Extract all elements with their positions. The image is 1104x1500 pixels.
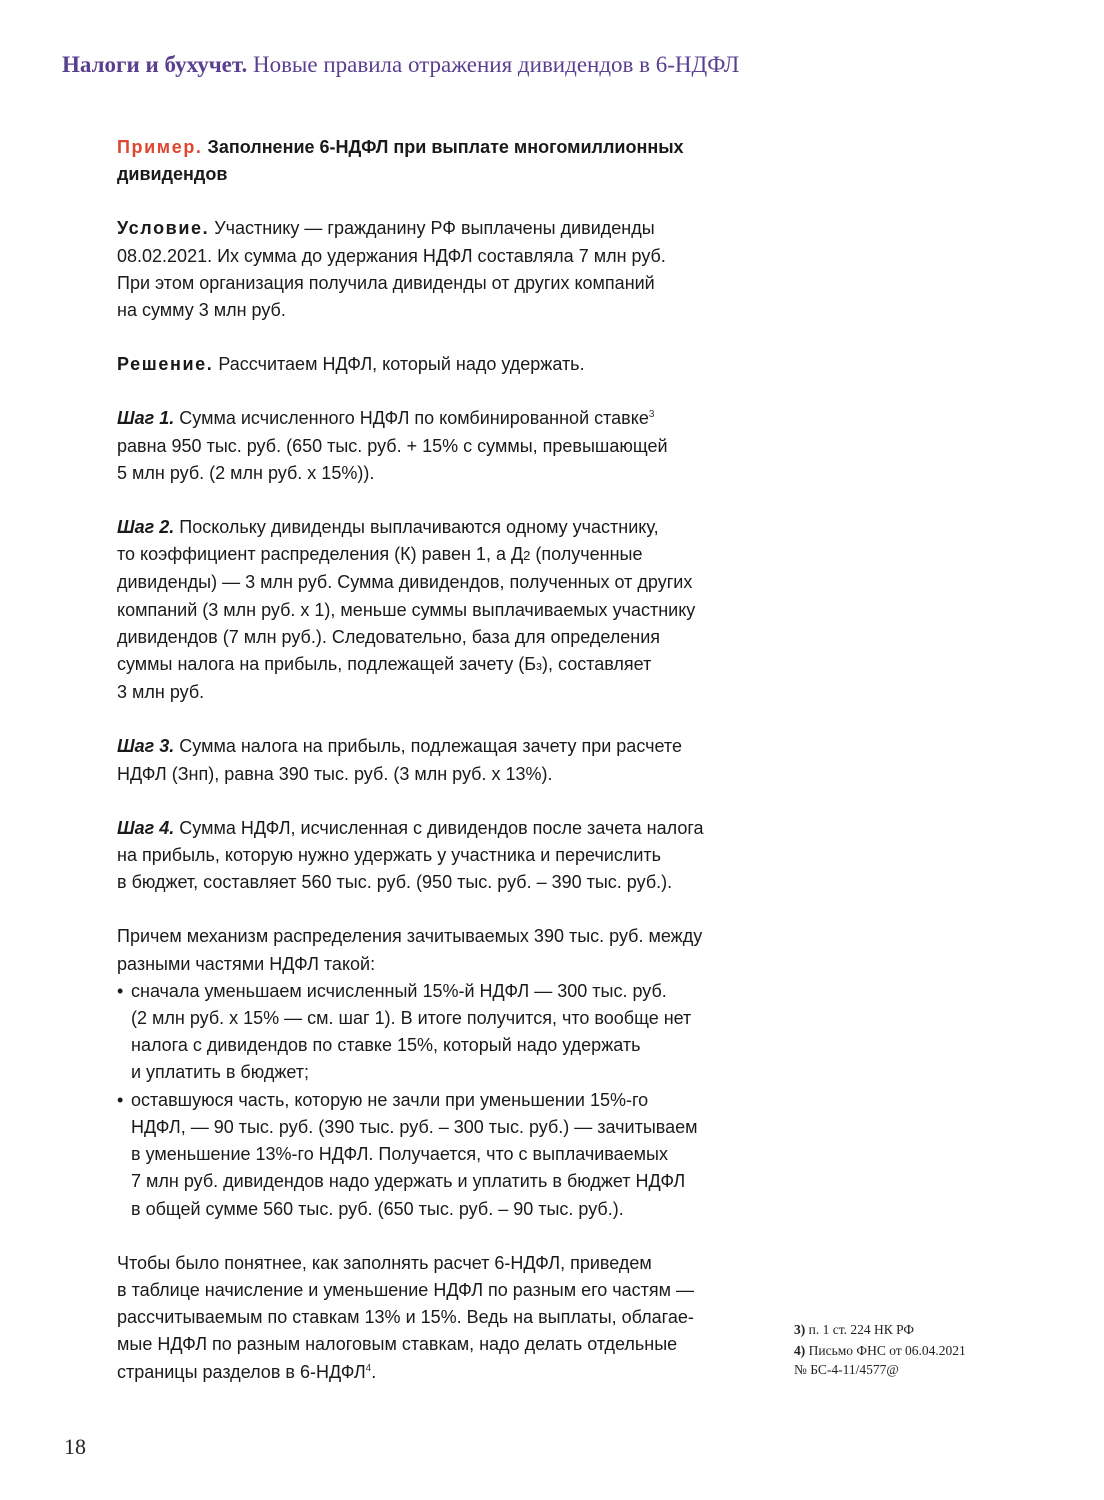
footnote-number: 3) <box>794 1322 806 1337</box>
example-title-line1: Заполнение 6-НДФЛ при выплате многомиллионных <box>207 137 684 157</box>
step2-line: 3 млн руб. <box>117 682 205 703</box>
example-heading <box>117 134 747 188</box>
list-item-line: сначала уменьшаем исчисленный 15%-й НДФЛ — 300 тыс. руб. <box>131 980 667 1001</box>
list-item-line: в общей сумме 560 тыс. руб. (650 тыс. руб. – 90 тыс. руб.). <box>131 1198 624 1219</box>
step3-line: Сумма налога на прибыль, подлежащая зачету при расчете <box>179 736 682 757</box>
footnote-text: Письмо ФНС от 06.04.2021 <box>808 1343 966 1358</box>
step4-paragraph <box>117 815 747 897</box>
condition-line: Участнику — гражданину РФ выплачены дивиденды <box>214 218 655 239</box>
list-item-line: 7 млн руб. дивидендов надо удержать и уплатить в бюджет НДФЛ <box>131 1171 686 1192</box>
page-number: 18 <box>64 1434 86 1459</box>
step3-line: НДФЛ (Знп), равна 390 тыс. руб. (3 млн руб. x 13%). <box>117 763 553 784</box>
list-item-line: и уплатить в бюджет; <box>131 1062 310 1083</box>
footnotes <box>794 1320 966 1381</box>
step4-line: Сумма НДФЛ, исчисленная с дивидендов после зачета налога <box>179 817 704 838</box>
step2-line: суммы налога на прибыль, подлежащей зачету (Б <box>117 654 537 675</box>
running-header <box>62 52 739 78</box>
closing-line: мые НДФЛ по разным налоговым ставкам, надо делать отдельные <box>117 1334 678 1355</box>
step2-line: дивиденды) — 3 млн руб. Сумма дивидендов, полученных от других <box>117 572 693 593</box>
step3-label: Шаг 3. <box>117 736 175 757</box>
closing-period: . <box>371 1361 377 1382</box>
list-item-line: (2 млн руб. x 15% — см. шаг 1). В итоге получится, что вообще нет <box>131 1008 692 1029</box>
solution-paragraph <box>117 351 747 378</box>
step2-line: компаний (3 млн руб. x 1), меньше суммы выплачиваемых участнику <box>117 599 696 620</box>
list-item-line: НДФЛ, — 90 тыс. руб. (390 тыс. руб. – 300 тыс. руб.) — зачитываем <box>131 1116 698 1137</box>
step2-label: Шаг 2. <box>117 517 175 538</box>
article-body <box>117 134 747 1386</box>
solution-label: Решение. <box>117 354 214 375</box>
step2-paragraph <box>117 514 747 706</box>
example-title-line2: дивидендов <box>117 164 228 185</box>
step4-line: на прибыль, которую нужно удержать у участника и перечислить <box>117 845 662 866</box>
footnote-text: № БС-4-11/4577@ <box>794 1362 899 1377</box>
step2-line: то коэффициент распределения (К) равен 1, а Д <box>117 544 524 565</box>
condition-line: 08.02.2021. Их сумма до удержания НДФЛ составляла 7 млн руб. <box>117 245 666 266</box>
step1-line: 5 млн руб. (2 млн руб. x 15%)). <box>117 462 375 483</box>
footnote-number: 4) <box>794 1343 806 1358</box>
mechanism-list <box>117 978 747 1223</box>
step2-line: дивидендов (7 млн руб.). Следовательно, база для определения <box>117 626 661 647</box>
list-item-line: налога с дивидендов по ставке 15%, который надо удержать <box>131 1035 641 1056</box>
condition-line: на сумму 3 млн руб. <box>117 300 286 321</box>
step2-subscript: з <box>536 658 543 674</box>
condition-paragraph <box>117 215 747 324</box>
header-section: Налоги и бухучет. <box>62 52 248 77</box>
condition-line: При этом организация получила дивиденды от других компаний <box>117 272 655 293</box>
step2-line: ), составляет <box>542 654 652 675</box>
step4-label: Шаг 4. <box>117 817 175 838</box>
step2-line: Поскольку дивиденды выплачиваются одному участнику, <box>179 517 659 538</box>
step2-subscript: 2 <box>523 548 531 564</box>
step1-label: Шаг 1. <box>117 408 175 429</box>
footnote-text: п. 1 ст. 224 НК РФ <box>808 1322 915 1337</box>
list-item-line: в уменьшение 13%-го НДФЛ. Получается, что с выплачиваемых <box>131 1144 668 1165</box>
step3-paragraph <box>117 733 747 787</box>
footnote-3 <box>794 1320 966 1339</box>
closing-line: Чтобы было понятнее, как заполнять расчет 6-НДФЛ, приведем <box>117 1252 652 1273</box>
list-item <box>117 978 747 1087</box>
solution-text: Рассчитаем НДФЛ, который надо удержать. <box>218 354 585 375</box>
step2-line: (полученные <box>530 544 643 565</box>
example-label: Пример. <box>117 137 203 157</box>
step1-paragraph <box>117 405 747 487</box>
list-item <box>117 1087 747 1223</box>
footnote-ref-3: 3 <box>648 409 655 421</box>
list-item-line: оставшуюся часть, которую не зачли при уменьшении 15%-го <box>131 1089 649 1110</box>
closing-line: страницы разделов в 6-НДФЛ <box>117 1361 366 1382</box>
step1-line: Сумма исчисленного НДФЛ по комбинированной ставке <box>179 408 649 429</box>
closing-paragraph <box>117 1250 747 1386</box>
header-title: Новые правила отражения дивидендов в 6-НДФЛ <box>252 52 740 77</box>
footnote-ref-4: 4 <box>365 1362 372 1374</box>
footnote-4 <box>794 1341 966 1379</box>
mechanism-line: разными частями НДФЛ такой: <box>117 953 376 974</box>
mechanism-intro <box>117 923 747 977</box>
step4-line: в бюджет, составляет 560 тыс. руб. (950 тыс. руб. – 390 тыс. руб.). <box>117 872 673 893</box>
condition-label: Условие. <box>117 218 210 239</box>
closing-line: рассчитываемым по ставкам 13% и 15%. Ведь на выплаты, облагае- <box>117 1307 694 1328</box>
mechanism-line: Причем механизм распределения зачитываемых 390 тыс. руб. между <box>117 926 703 947</box>
closing-line: в таблице начисление и уменьшение НДФЛ по разным его частям — <box>117 1279 695 1300</box>
step1-line: равна 950 тыс. руб. (650 тыс. руб. + 15% с суммы, превышающей <box>117 435 668 456</box>
